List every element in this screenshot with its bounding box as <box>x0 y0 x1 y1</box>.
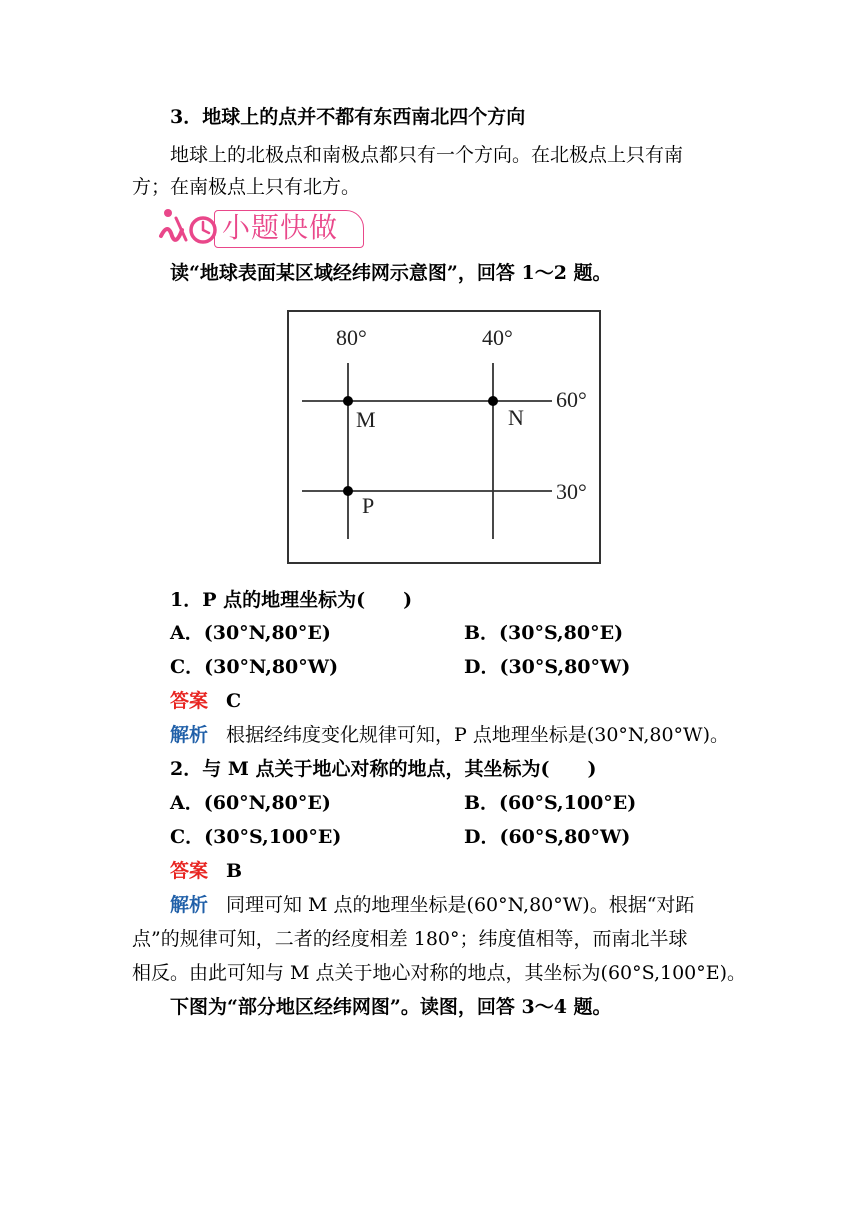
option-c: C．(30°S,100°E) <box>170 826 342 848</box>
point-p-dot <box>343 486 353 496</box>
option-d: D．(60°S,80°W) <box>464 826 631 848</box>
question-stem: 1．P 点的地理坐标为( ) <box>170 589 413 611</box>
intro-text: 读“地球表面某区域经纬网示意图”，回答 1～2 题。 <box>170 262 612 284</box>
point-m-label: M <box>356 407 376 432</box>
option-c: C．(30°N,80°W) <box>170 656 339 678</box>
section-body-line: 方；在南极点上只有北方。 <box>132 176 361 198</box>
analysis-text: 根据经纬度变化规律可知，P 点地理坐标是(30°N,80°W)。 <box>226 724 729 746</box>
analysis-row <box>170 892 694 918</box>
point-p-label: P <box>362 493 375 518</box>
analysis-row <box>170 722 729 748</box>
meridian-label-80: 80° <box>336 325 367 350</box>
option-b: B．(60°S,100°E) <box>464 792 637 814</box>
intro-text: 下图为“部分地区经纬网图”。读图，回答 3～4 题。 <box>170 996 612 1018</box>
meridian-label-40: 40° <box>482 325 513 350</box>
analysis-label: 解析 <box>170 894 209 916</box>
analysis-text: 相反。由此可知与 M 点关于地心对称的地点，其坐标为(60°S,100°E)。 <box>132 962 747 984</box>
analysis-text: 同理可知 M 点的地理坐标是(60°N,80°W)。根据“对跖 <box>226 894 695 916</box>
question-stem: 2．与 M 点关于地心对称的地点，其坐标为( ) <box>170 758 597 780</box>
answer-value: C <box>226 690 242 712</box>
banner-title: 小题快做 <box>222 211 339 244</box>
parallel-label-60: 60° <box>556 387 587 412</box>
parallel-label-30: 30° <box>556 479 587 504</box>
answer-label: 答案 <box>170 690 209 712</box>
option-d: D．(30°S,80°W) <box>464 656 631 678</box>
option-b: B．(30°S,80°E) <box>464 622 624 644</box>
graticule-lines <box>272 296 620 578</box>
stopwatch-runner-icon <box>158 206 220 250</box>
analysis-text: 点”的规律可知，二者的经度相差 180°；纬度值相等，而南北半球 <box>132 928 688 950</box>
section-body-line: 地球上的北极点和南极点都只有一个方向。在北极点上只有南 <box>170 144 684 166</box>
answer-value: B <box>226 860 243 882</box>
quick-practice-banner <box>156 206 366 250</box>
answer-row <box>170 858 242 884</box>
option-a: A．(30°N,80°E) <box>170 622 331 644</box>
point-m-dot <box>343 396 353 406</box>
option-a: A．(60°N,80°E) <box>170 792 331 814</box>
answer-label: 答案 <box>170 860 209 882</box>
analysis-label: 解析 <box>170 724 209 746</box>
point-n-label: N <box>508 405 524 430</box>
section-heading: 3．地球上的点并不都有东西南北四个方向 <box>170 106 526 128</box>
point-n-dot <box>488 396 498 406</box>
graticule-map <box>272 296 620 578</box>
answer-row <box>170 688 241 714</box>
